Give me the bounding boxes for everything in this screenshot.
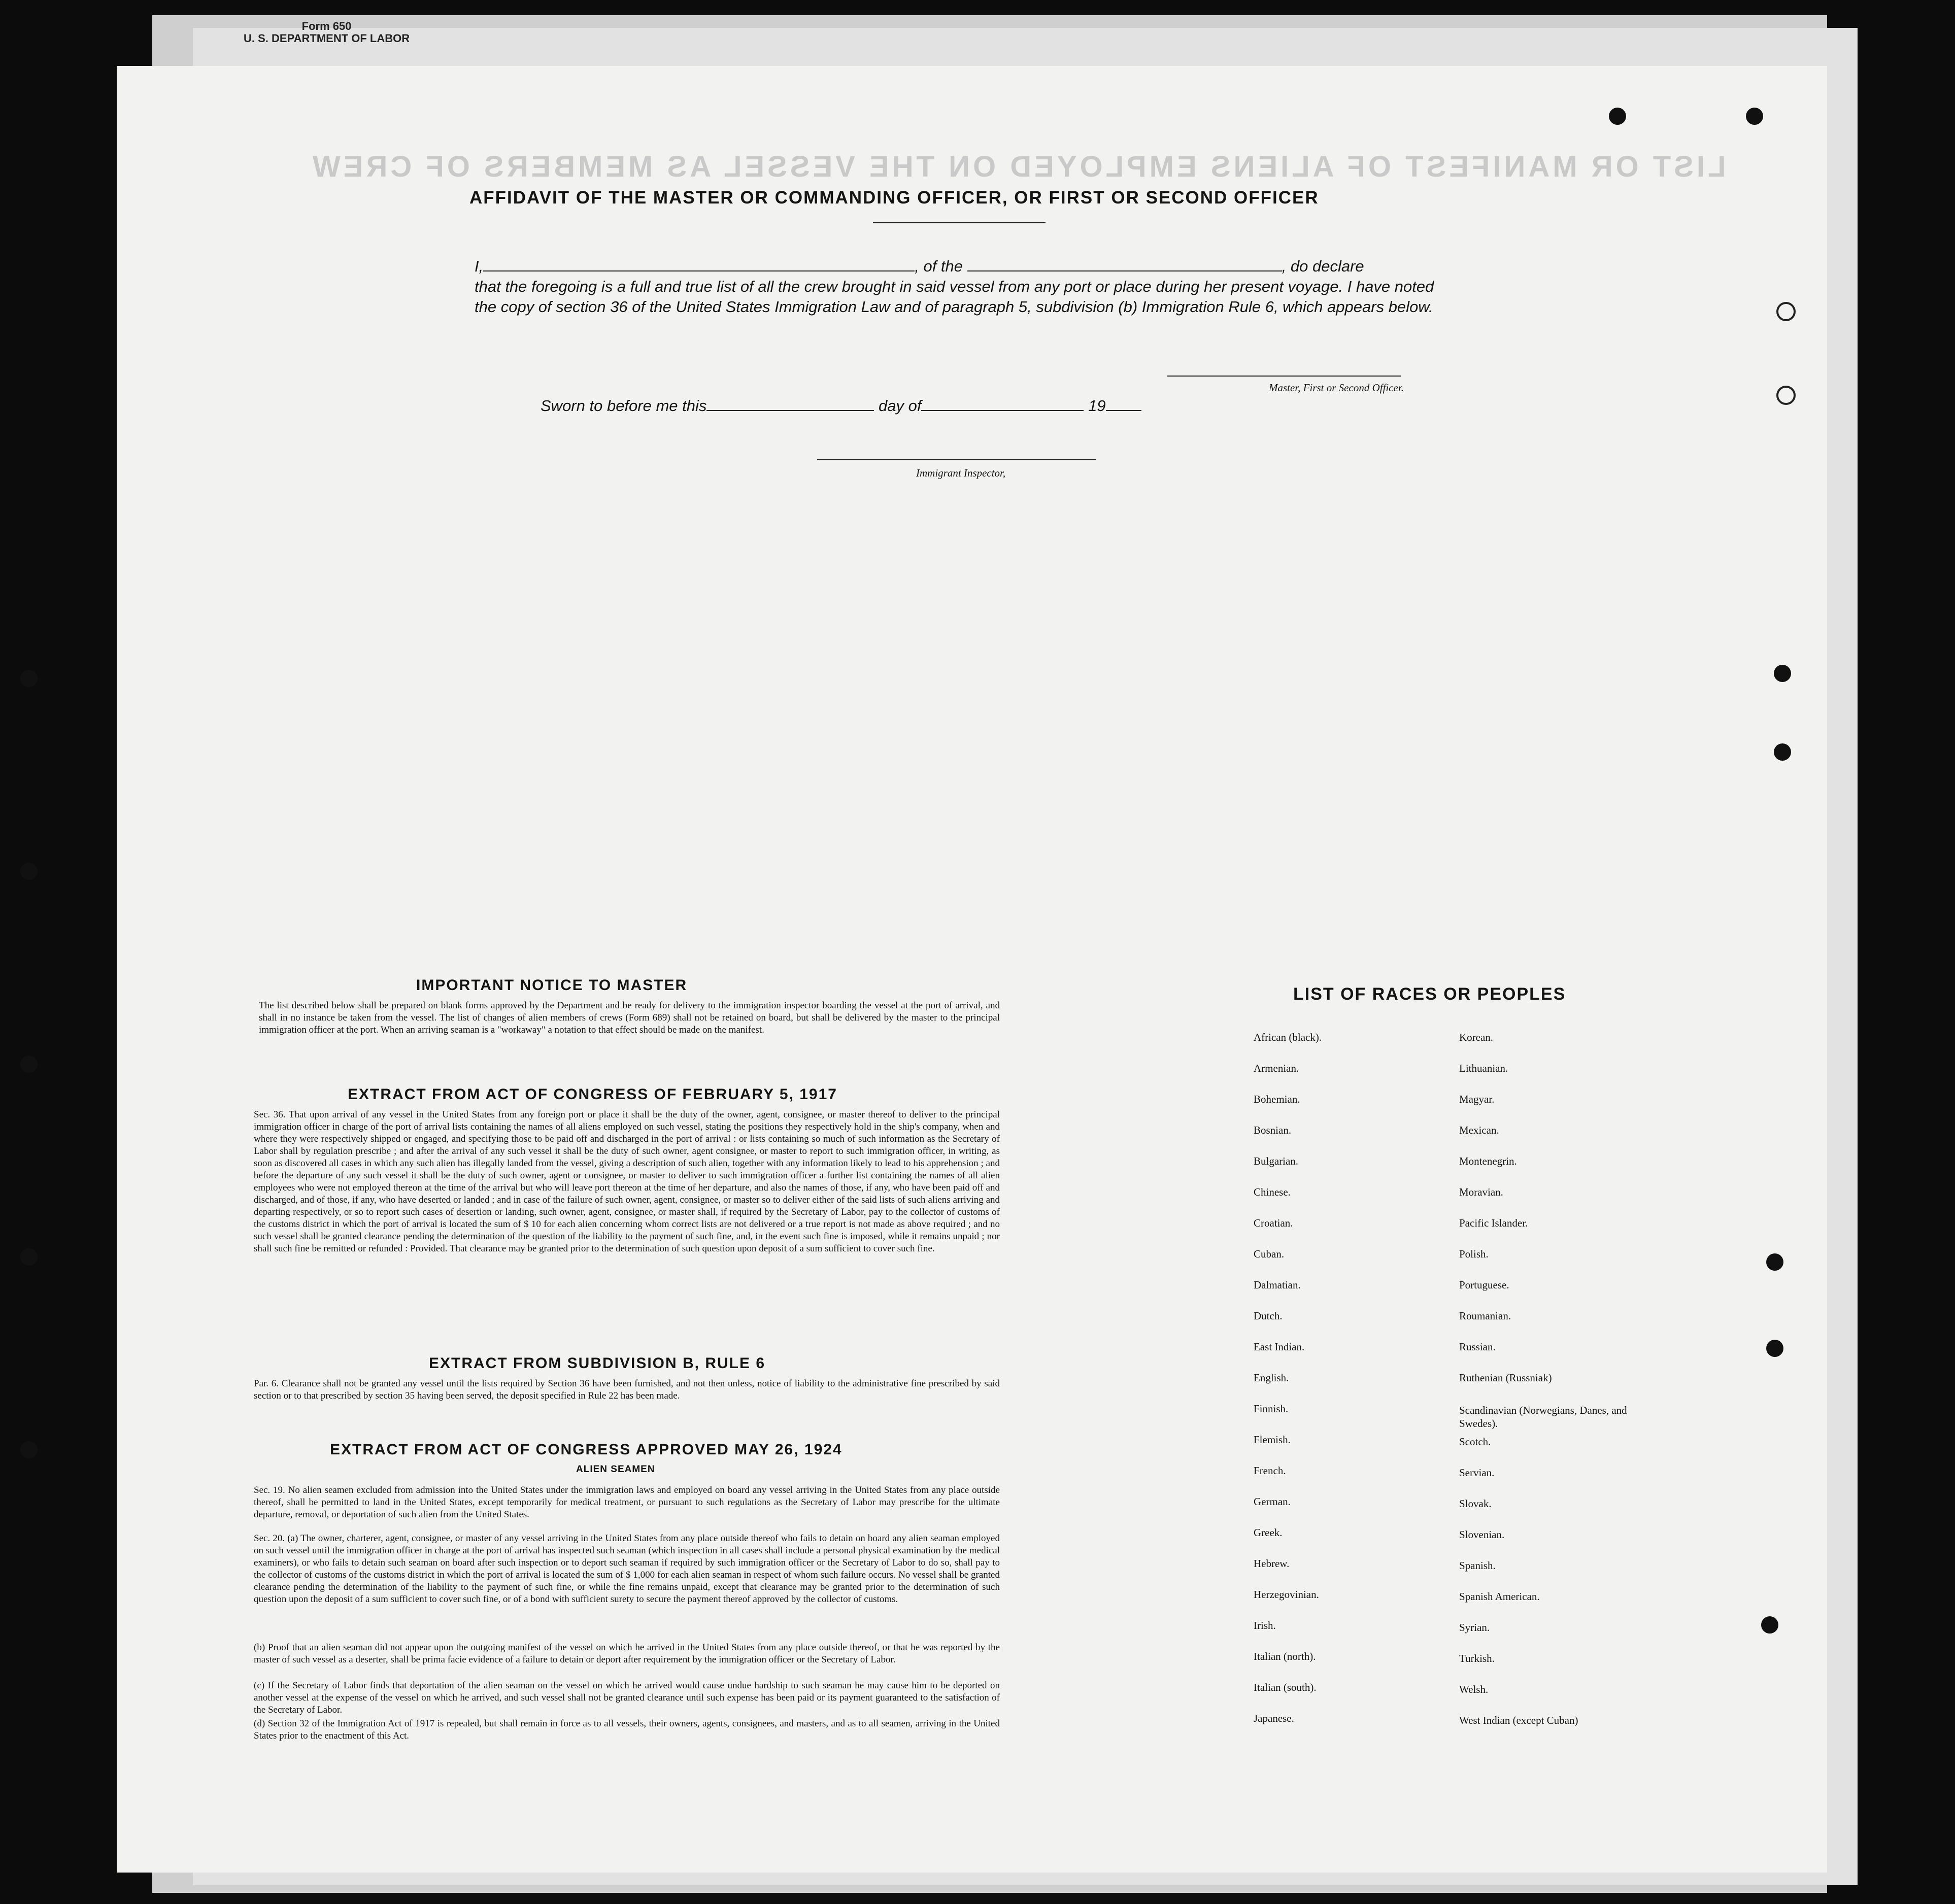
extract-1924-title: EXTRACT FROM ACT OF CONGRESS APPROVED MAY 26, 1924	[330, 1441, 842, 1458]
affidavit-of-the: , of the	[915, 257, 963, 275]
race-item: Spanish American.	[1459, 1590, 1540, 1603]
race-item: Bulgarian.	[1254, 1155, 1299, 1167]
binder-hole	[1774, 665, 1791, 682]
form-number: Form 650	[301, 20, 352, 32]
binder-hole	[20, 1441, 38, 1458]
race-item: Scandinavian (Norwegians, Danes, and Swedes).	[1459, 1404, 1627, 1430]
race-item: Cuban.	[1254, 1248, 1285, 1260]
affidavit-title: AFFIDAVIT OF THE MASTER OR COMMANDING OFFICER, OR FIRST OR SECOND OFFICER	[469, 188, 1319, 208]
extract-1924-subtitle: ALIEN SEAMEN	[576, 1464, 655, 1475]
sworn-day-of: day of	[879, 397, 922, 415]
race-item: Moravian.	[1459, 1186, 1503, 1198]
binder-hole	[1761, 1616, 1778, 1634]
extract-1924-sec20b: (b) Proof that an alien seaman did not appear upon the outgoing manifest of the vessel on which he arrived in the United States from any place outside thereof, or that he was reported by the master of such vessel as a deserter, shall be prima facie evidence of a failure to detain or deport after requirement by the immigration officer or the Secretary of Labor.	[254, 1642, 1000, 1665]
race-item: Magyar.	[1459, 1093, 1495, 1105]
race-item: Ruthenian (Russniak)	[1459, 1372, 1552, 1384]
extract-1924-sec20a: Sec. 20. (a) The owner, charterer, agent, consignee, or master of any vessel arriving in the United States from any place outside thereof who fails to detain on board any alien seaman employed on such vessel until the immigration officer in charge at the port of arrival has inspected such seaman (which inspection in all cases shall include a personal physical examination by the medical examiners), or who fails to detain such seaman on board after such inspection or to deport such seaman if required by such immigration officer or the Secretary of Labor to do so, shall pay to the collector of customs of the customs district in which the port of arrival is located the sum of $ 1,000 for each alien seaman in respect of whom such failure occurs. No vessel shall be granted clearance pending the determination of the liability to the payment of such fine, or while the fine remains unpaid, except that clearance may be granted prior to the determination of such question upon the deposit of a sum sufficient to cover such fine, or of a bond with sufficient surety to secure the payment thereof approved by the collector of customs.	[254, 1533, 1000, 1605]
race-item: Slovenian.	[1459, 1528, 1505, 1541]
race-item: Mexican.	[1459, 1124, 1499, 1136]
race-item: Greek.	[1254, 1526, 1283, 1539]
extract-rule6-title: EXTRACT FROM SUBDIVISION B, RULE 6	[429, 1355, 766, 1372]
race-item: Irish.	[1254, 1619, 1276, 1631]
race-item: Montenegrin.	[1459, 1155, 1517, 1167]
race-item: West Indian (except Cuban)	[1459, 1714, 1578, 1726]
race-item: Armenian.	[1254, 1062, 1299, 1074]
race-item: Welsh.	[1459, 1683, 1489, 1695]
binder-ring	[1776, 386, 1796, 405]
binder-hole	[1609, 108, 1626, 125]
race-item: Polish.	[1459, 1248, 1489, 1260]
race-item: Servian.	[1459, 1467, 1495, 1479]
race-item: East Indian.	[1254, 1341, 1305, 1353]
sworn-day-blank[interactable]	[706, 410, 874, 411]
race-item: Japanese.	[1254, 1712, 1294, 1724]
bleed-through-title: LIST OR MANIFEST OF ALIENS EMPLOYED ON THE VESSEL AS MEMBERS OF CREW	[310, 150, 1726, 183]
binder-hole	[1774, 743, 1791, 761]
master-signature-label: Master, First or Second Officer.	[1269, 382, 1404, 394]
race-item: French.	[1254, 1465, 1286, 1477]
binder-hole	[20, 1056, 38, 1073]
extract-1917-title: EXTRACT FROM ACT OF CONGRESS OF FEBRUARY 5, 1917	[348, 1086, 837, 1103]
master-signature-line	[1167, 376, 1401, 377]
race-item: Chinese.	[1254, 1186, 1291, 1198]
binder-hole	[20, 670, 38, 687]
binder-hole	[1746, 108, 1763, 125]
race-item: Pacific Islander.	[1459, 1217, 1528, 1229]
race-item: Lithuanian.	[1459, 1062, 1508, 1074]
race-item: Portuguese.	[1459, 1279, 1509, 1291]
race-item: German.	[1254, 1495, 1291, 1508]
race-item: Bosnian.	[1254, 1124, 1292, 1136]
inspector-label: Immigrant Inspector,	[916, 467, 1006, 479]
form-number-label	[244, 20, 410, 45]
race-item: Turkish.	[1459, 1652, 1495, 1664]
affidavit-declaration-line	[475, 256, 1439, 277]
race-item: Italian (north).	[1254, 1650, 1316, 1662]
race-item: Roumanian.	[1459, 1310, 1511, 1322]
race-item: Bohemian.	[1254, 1093, 1300, 1105]
race-item: Russian.	[1459, 1341, 1496, 1353]
affidavit-body: that the foregoing is a full and true list of all the crew brought in said vessel from any port or place during her present voyage. I have noted the copy of section 36 of the United States Immigration Law and of paragraph 5, subdivision (b) Immigration Rule 6, which appears below.	[475, 278, 1434, 316]
name-blank[interactable]	[483, 270, 915, 271]
vessel-blank[interactable]	[967, 270, 1282, 271]
race-item: Spanish.	[1459, 1559, 1496, 1572]
race-item: Dutch.	[1254, 1310, 1283, 1322]
race-item: Flemish.	[1254, 1434, 1291, 1446]
binder-hole	[1766, 1253, 1783, 1271]
affidavit-divider	[873, 222, 1046, 223]
notice-text: The list described below shall be prepared on blank forms approved by the Department and be ready for delivery to the immigration inspector boarding the vessel at the port of arrival, and shall in no instance be taken from the vessel. The list of changes of alien members of crews (Form 689) shall not be retained on board, but shall be delivered by the master to the principal immigration officer at the port. When an arriving seaman is a "workaway" a notation to that effect should be made on the manifest.	[259, 1000, 1000, 1035]
race-item: Slovak.	[1459, 1498, 1492, 1510]
races-list-left	[1254, 1030, 1446, 1742]
notice-title: IMPORTANT NOTICE TO MASTER	[416, 977, 688, 994]
race-item: Syrian.	[1459, 1621, 1490, 1634]
extract-1924-sec20c: (c) If the Secretary of Labor finds that deportation of the alien seaman on the vessel on which he arrived would cause undue hardship to such seaman he may cause him to be deported on another vessel at the expense of the vessel on which he arrived, and such vessel shall not be granted clearance until such expense has been paid or its payment guaranteed to the satisfaction of the Secretary of Labor.	[254, 1680, 1000, 1715]
affidavit-i: I,	[475, 257, 484, 275]
binder-hole	[1766, 1340, 1783, 1357]
races-list-right	[1459, 1030, 1642, 1744]
race-item: Dalmatian.	[1254, 1279, 1301, 1291]
binder-hole	[20, 1248, 38, 1266]
extract-1917-text: Sec. 36. That upon arrival of any vessel in the United States from any foreign port or place it shall be the duty of the owner, agent, consignee, or master thereof to deliver to the principal immigration officer in charge of the port of arrival lists containing the names of all aliens employed on such vessel, stating the positions they respectively hold in the ship's company, when and where they were respectively shipped or engaged, and specifying those to be paid off and discharged in the port of arrival : or lists containing so much of such information as the Secretary of Labor shall by regulation prescribe ; and after the arrival of any such vessel it shall be the duty of such owner, agent consignee, or master to report to such immigration officer, in writing, as soon as discovered all cases in which any such alien has illegally landed from the vessel, giving a description of such alien, together with any information likely to lead to his apprehension ; and before the departure of any such vessel it shall be the duty of such owner, agent or consignee, or master to deliver to such immigration officer a further list containing the names of all alien employees who were not employed thereon at the time of the arrival but who will leave port thereon at the time of her departure, and also the names of those, if any, who have been paid off and discharged, and of those, if any, who have deserted or landed ; and in case of the failure of such owner, agent, consignee, or master so to deliver either of the said lists of such aliens arriving and departing respectively, or so to report such cases of desertion or landing, such owner, agent, consignee, or master shall, if required by the Secretary of Labor, pay to the collector of customs of the customs district in which the port of arrival is located the sum of $ 10 for each alien concerning whom correct lists are not delivered or a true report is not made as above required ; and no such vessel shall be granted clearance pending the determination of the question of the liability to the payment of such fine, and, in the event such fine is imposed, while it remains unpaid ; nor shall such fine be remitted or refunded : Provided. That clearance may be granted prior to the determination of such question upon deposit of a sum sufficient to cover such fine.	[254, 1109, 1000, 1254]
extract-1924-sec20d: (d) Section 32 of the Immigration Act of 1917 is repealed, but shall remain in force as to all vessels, their owners, agents, consignees, and masters, and as to all seamen, arriving in the United States prior to the enactment of this Act.	[254, 1718, 1000, 1741]
sworn-year: 19	[1088, 397, 1106, 415]
inspector-signature-line	[817, 459, 1096, 460]
race-item: African (black).	[1254, 1031, 1322, 1043]
affidavit-declare: , do declare	[1282, 257, 1364, 275]
sworn-year-blank[interactable]	[1106, 410, 1141, 411]
binder-ring	[1776, 302, 1796, 321]
race-item: Finnish.	[1254, 1403, 1289, 1415]
race-item: Croatian.	[1254, 1217, 1293, 1229]
race-item: Herzegovinian.	[1254, 1588, 1319, 1601]
races-title: LIST OF RACES OR PEOPLES	[1293, 984, 1566, 1004]
extract-rule6-text: Par. 6. Clearance shall not be granted any vessel until the lists required by Section 36 have been furnished, and not then unless, notice of liability to the administrative fine prescribed by said section or to that prescribed by section 35 having been served, the deposit specified in Rule 22 has been made.	[254, 1378, 1000, 1401]
race-item: Korean.	[1459, 1031, 1494, 1043]
race-item: Hebrew.	[1254, 1557, 1290, 1570]
race-item: Italian (south).	[1254, 1681, 1317, 1693]
race-item: English.	[1254, 1372, 1289, 1384]
sworn-prefix: Sworn to before me this	[541, 397, 707, 415]
extract-1924-sec19: Sec. 19. No alien seamen excluded from admission into the United States under the immigration laws and employed on board any vessel arriving in the United States from any place outside thereof, shall be permitted to land in the United States, except temporarily for medical treatment, or pursuant to such regulations as the Secretary of Labor may prescribe for the ultimate departure, removal, or deportation of such alien from the United States.	[254, 1485, 1000, 1520]
binder-hole	[20, 863, 38, 880]
department-name: U. S. DEPARTMENT OF LABOR	[244, 32, 410, 45]
sworn-month-blank[interactable]	[921, 410, 1084, 411]
race-item: Scotch.	[1459, 1436, 1491, 1448]
sworn-line	[541, 396, 1200, 416]
